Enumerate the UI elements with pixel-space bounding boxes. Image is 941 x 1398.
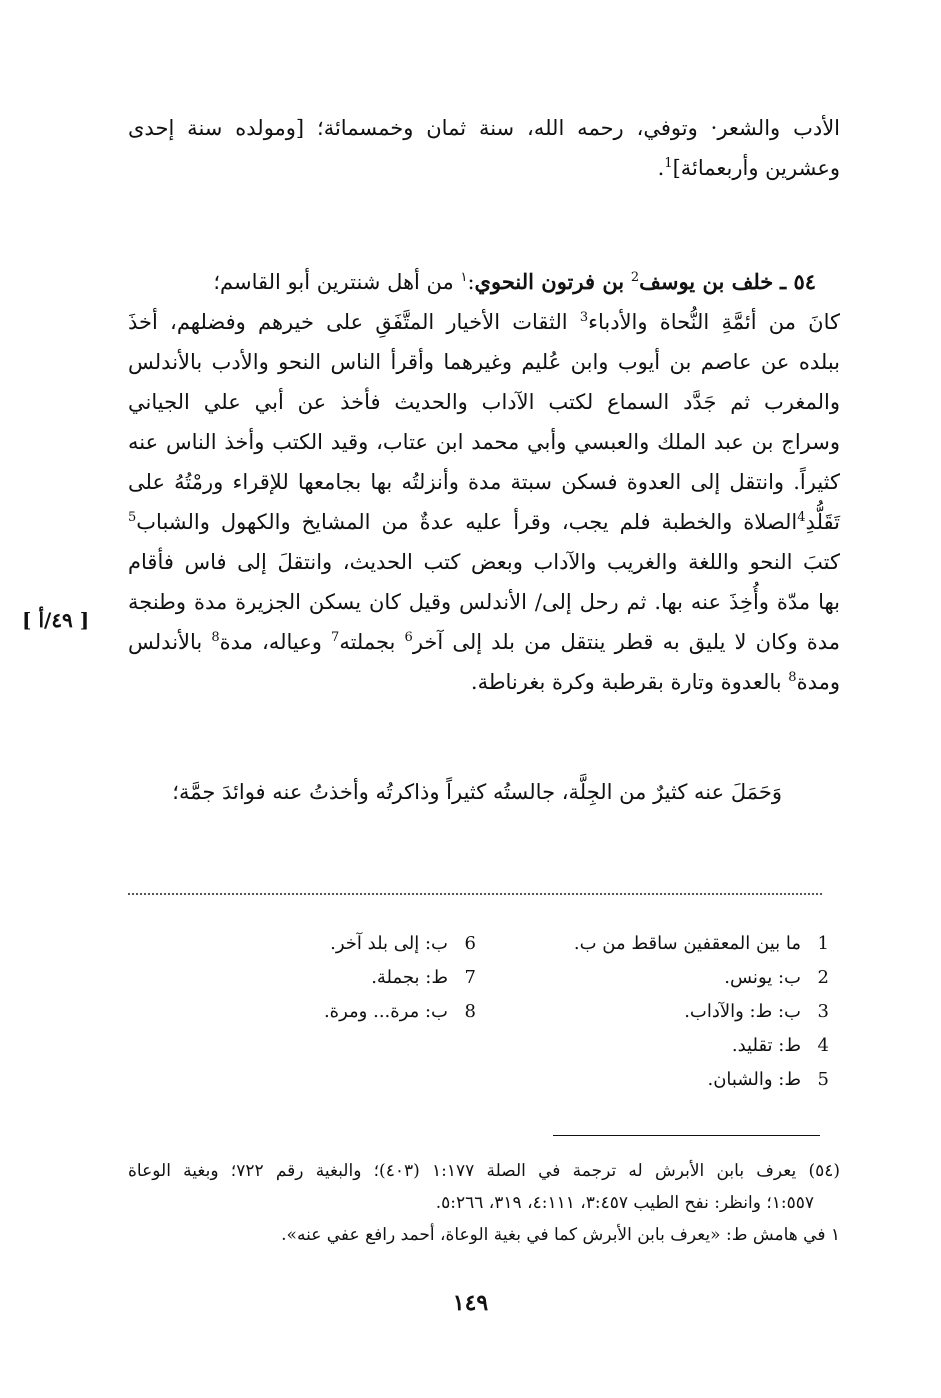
- variant-note: 3 ب: ط: والآداب.: [684, 1001, 829, 1022]
- variant-note: 4 ط: تقليد.: [731, 1035, 829, 1056]
- entry-line-6: كثيراً. وانتقل إلى العدوة فسكن سبتة مدة وأنزلتُه بها بجامعها للإقراء ورمْتُهُ على: [128, 470, 840, 494]
- footnote-54-line-2: ١:٥٥٧؛ وانظر: نفح الطيب ٣:٤٥٧، ٤:١١١، ٣١٩، ٥:٢٦٦.: [435, 1193, 814, 1213]
- variant-notes-left: [276, 927, 476, 1029]
- closing-paragraph: [128, 772, 840, 812]
- closing-line: وَحَمَلَ عنه كثيرٌ من الجِلَّة، جالستُه كثيراً وذاكرتُه وأخذتُ عنه فوائدَ جمَّة؛: [172, 780, 782, 804]
- variant-note: 6 ب: إلى بلد آخر.: [330, 933, 476, 954]
- entry-line-5: وسراج بن عبد الملك والعبسي وأبي محمد ابن عتاب، وقيد الكتب وأخذ الناس عنه: [128, 430, 840, 454]
- entry-line-11: ومدة$^8$ بالعدوة وتارة بقرطبة وكرة بغرناطة.: [470, 670, 840, 694]
- variant-note: 7 ط: بجملة.: [371, 967, 476, 988]
- variant-notes-right: [569, 927, 829, 1097]
- variant-note: 1 ما بين المعقفين ساقط من ب.: [573, 933, 829, 954]
- dotted-separator: [128, 893, 822, 895]
- intro-line-2: وعشرين وأربعمائة]$^1$.: [657, 156, 840, 180]
- variant-note: 8 ب: مرة... ومرة.: [323, 1001, 476, 1022]
- variant-note: 2 ب: يونس.: [724, 967, 829, 988]
- entry-line-10: مدة وكان لا يليق به قطر ينتقل من بلد إلى آخر$^6$ بجملته$^7$ وعياله، مدة$^8$ بالأندلس: [128, 630, 840, 654]
- footnote-1: ١ في هامش ط: «يعرف بابن الأبرش كما في بغية الوعاة، أحمد رافع عفي عنه».: [281, 1225, 840, 1245]
- entry-line-4: والمغرب ثم جَدَّد السماع لكتب الآداب والحديث فأخذ عن أبي علي الجياني: [128, 390, 840, 414]
- entry-line-8: كتبَ النحو واللغة والغريب والآداب وبعض كتب الحديث، وانتقلَ إلى فاس فأقام: [128, 550, 840, 574]
- footnote-rule: [553, 1135, 820, 1136]
- footnote-54-line-1: (٥٤) يعرف بابن الأبرش له ترجمة في الصلة ١:١٧٧ (٤٠٣)؛ والبغية رقم ٧٢٢؛ وبغية الوعاة: [128, 1161, 841, 1181]
- entry-line-7: تَقَلُّدِ$^4$الصلاة والخطبة فلم يجب، وقرأ عليه عدةٌ من المشايخ والكهول والشباب$^5$: [128, 510, 840, 534]
- entry-heading-line: ٥٤ ـ خلف بن يوسف$^2$ بن فرتون النحوي:$^١$ من أهل شنترين أبو القاسم؛: [213, 269, 816, 294]
- intro-line-1: الأدب والشعر· وتوفي، رحمه الله، سنة ثمان وخمسمائة؛ [ومولده سنة إحدى: [128, 116, 840, 140]
- entry-paragraph: [128, 262, 840, 702]
- entry-line-9: بها مدّة وأُخِذَ عنه بها. ثم رحل إلى/ الأندلس وقيل كان يسكن الجزيرة مدة وطنجة: [128, 590, 840, 614]
- intro-paragraph: [128, 108, 840, 188]
- bottom-footnotes: [128, 1155, 840, 1251]
- variant-note: 5 ط: والشبان.: [707, 1069, 829, 1090]
- manuscript-folio-marker: [ ٤٩/أ ]: [22, 608, 90, 632]
- entry-line-3: ببلده عن عاصم بن أيوب وابن عُليم وغيرهما وأقرأ الناس النحو والأدب بالأندلس: [128, 350, 840, 374]
- page-number: ١٤٩: [452, 1290, 489, 1316]
- entry-line-2: كانَ من أئمَّةِ النُّحاة والأدباء$^3$ الثقات الأخيار المتَّفَقِ على خيرهم وفضلهم، أخذَ: [128, 310, 840, 334]
